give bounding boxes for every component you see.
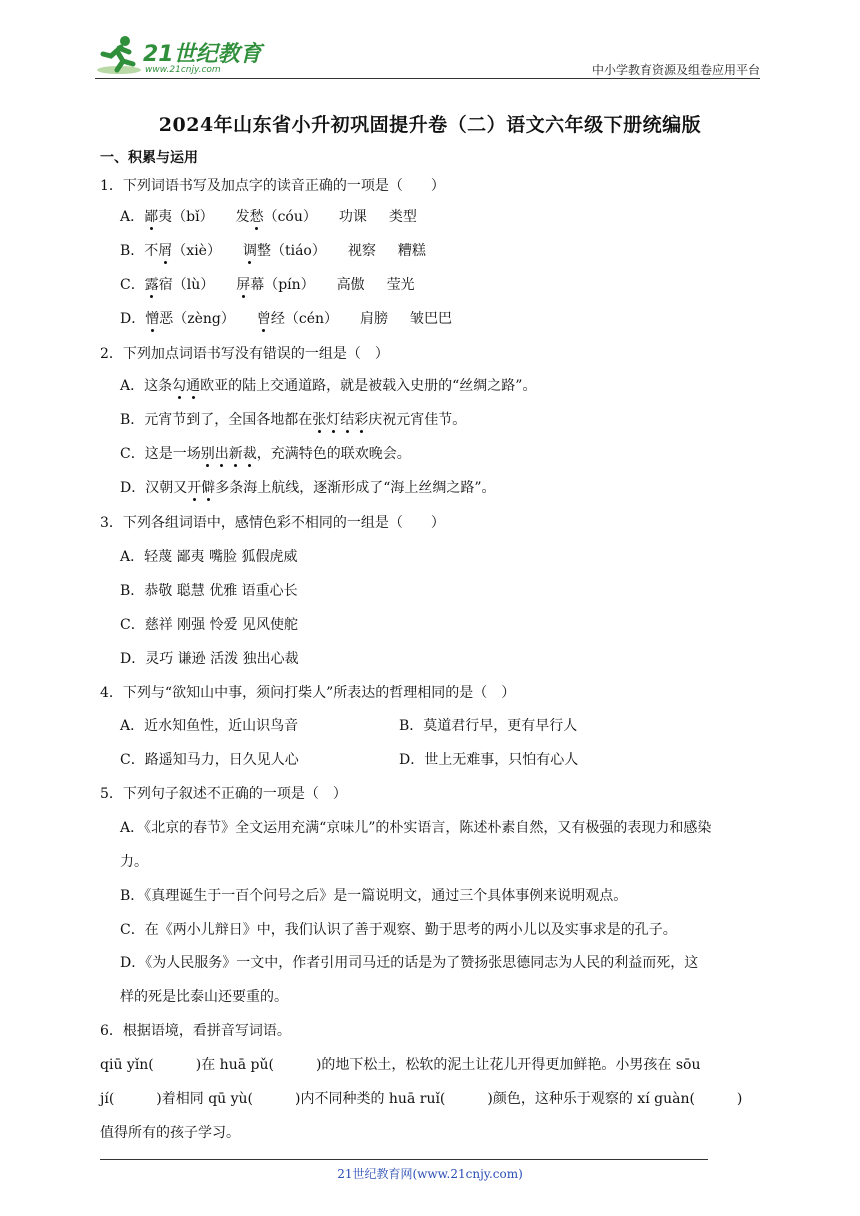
question-4-stem: 4．下列与“欲知山中事，须问打柴人”所表达的哲理相同的是（ ） <box>100 685 516 701</box>
logo-url: www.21cnjy.com <box>145 65 221 75</box>
footer-link[interactable]: 21世纪教育网(www.21cnjy.com) <box>337 1167 523 1181</box>
runner-logo-icon <box>95 34 141 78</box>
question-5-option-d-line2: 样的死是比泰山还要重的。 <box>120 989 288 1005</box>
header-divider <box>95 78 760 79</box>
question-1-stem: 1．下列词语书写及加点字的读音正确的一项是（ ） <box>100 178 445 194</box>
question-4-option-d: D．世上无难事，只怕有心人 <box>399 752 579 768</box>
question-3-option-a: A．轻蔑 鄙夷 嘴脸 狐假虎威 <box>120 549 298 565</box>
footer-divider <box>100 1159 708 1160</box>
page-header <box>95 34 760 80</box>
question-6-text-line2: jí( )着相同 qū yù( )内不同种类的 huā ruǐ( )颜色，这种乐于观察的 xí guàn( ) <box>100 1091 743 1107</box>
question-1-option-c: C．露宿（lù） 屏幕（pín） 高傲 莹光 <box>120 277 415 293</box>
question-2-option-c: C．这是一场别出新裁，充满特色的联欢晚会。 <box>120 446 411 462</box>
logo-text: 21世纪教育 <box>143 42 262 67</box>
question-5-option-b: B．《真理诞生于一百个问号之后》是一篇说明文，通过三个具体事例来说明观点。 <box>120 888 628 904</box>
question-3-option-d: D．灵巧 谦逊 活泼 独出心裁 <box>120 651 299 667</box>
question-5-option-a-line1: A．《北京的春节》全文运用充满“京味儿”的朴实语言，陈述朴素自然，又有极强的表现力和感染 <box>120 820 712 836</box>
logo <box>95 34 265 80</box>
question-4-option-c: C．路遥知马力，日久见人心 <box>120 752 299 768</box>
question-6-stem: 6．根据语境，看拼音写词语。 <box>100 1023 291 1039</box>
question-4-option-a: A．近水知鱼性，近山识鸟音 <box>120 718 299 734</box>
question-5-option-a-line2: 力。 <box>120 854 148 870</box>
question-3-option-b: B．恭敬 聪慧 优雅 语重心长 <box>120 583 298 599</box>
question-2-option-a: A．这条勾通欧亚的陆上交通道路，就是被载入史册的“丝绸之路”。 <box>120 378 537 394</box>
platform-name: 中小学教育资源及组卷应用平台 <box>591 63 760 77</box>
question-5-stem: 5．下列句子叙述不正确的一项是（ ） <box>100 786 347 802</box>
question-5-option-c: C．在《两小儿辩日》中，我们认识了善于观察、勤于思考的两小儿以及实事求是的孔子。 <box>120 922 677 938</box>
section-heading: 一、积累与运用 <box>100 150 198 166</box>
question-2-option-d: D．汉朝又开僻多条海上航线，逐渐形成了“海上丝绸之路”。 <box>120 480 496 496</box>
question-1-option-d: D．憎恶（zèng） 曾经（cén） 肩膀 皱巴巴 <box>120 311 453 327</box>
page-title: 2024年山东省小升初巩固提升卷（二）语文六年级下册统编版 <box>158 114 702 136</box>
question-1-option-a: A．鄙夷（bǐ） 发愁（cóu） 功课 类型 <box>120 209 417 225</box>
question-6-text-line3: 值得所有的孩子学习。 <box>100 1125 240 1141</box>
question-4-option-b: B．莫道君行早，更有早行人 <box>399 718 578 734</box>
question-6-text-line1: qiū yǐn( )在 huā pǔ( )的地下松土，松软的泥土让花儿开得更加鲜艳。小男孩在 sōu <box>100 1057 701 1073</box>
question-5-option-d-line1: D．《为人民服务》一文中，作者引用司马迁的话是为了赞扬张思德同志为人民的利益而死，这 <box>120 955 699 971</box>
question-1-option-b: B．不屑（xiè） 调整（tiáo） 视察 糟糕 <box>120 243 426 259</box>
question-3-option-c: C．慈祥 刚强 怜爱 见风使舵 <box>120 617 299 633</box>
question-2-stem: 2．下列加点词语书写没有错误的一组是（ ） <box>100 346 389 362</box>
question-3-stem: 3．下列各组词语中，感情色彩不相同的一组是（ ） <box>100 515 445 531</box>
question-2-option-b: B．元宵节到了，全国各地都在张灯结彩庆祝元宵佳节。 <box>120 412 467 428</box>
